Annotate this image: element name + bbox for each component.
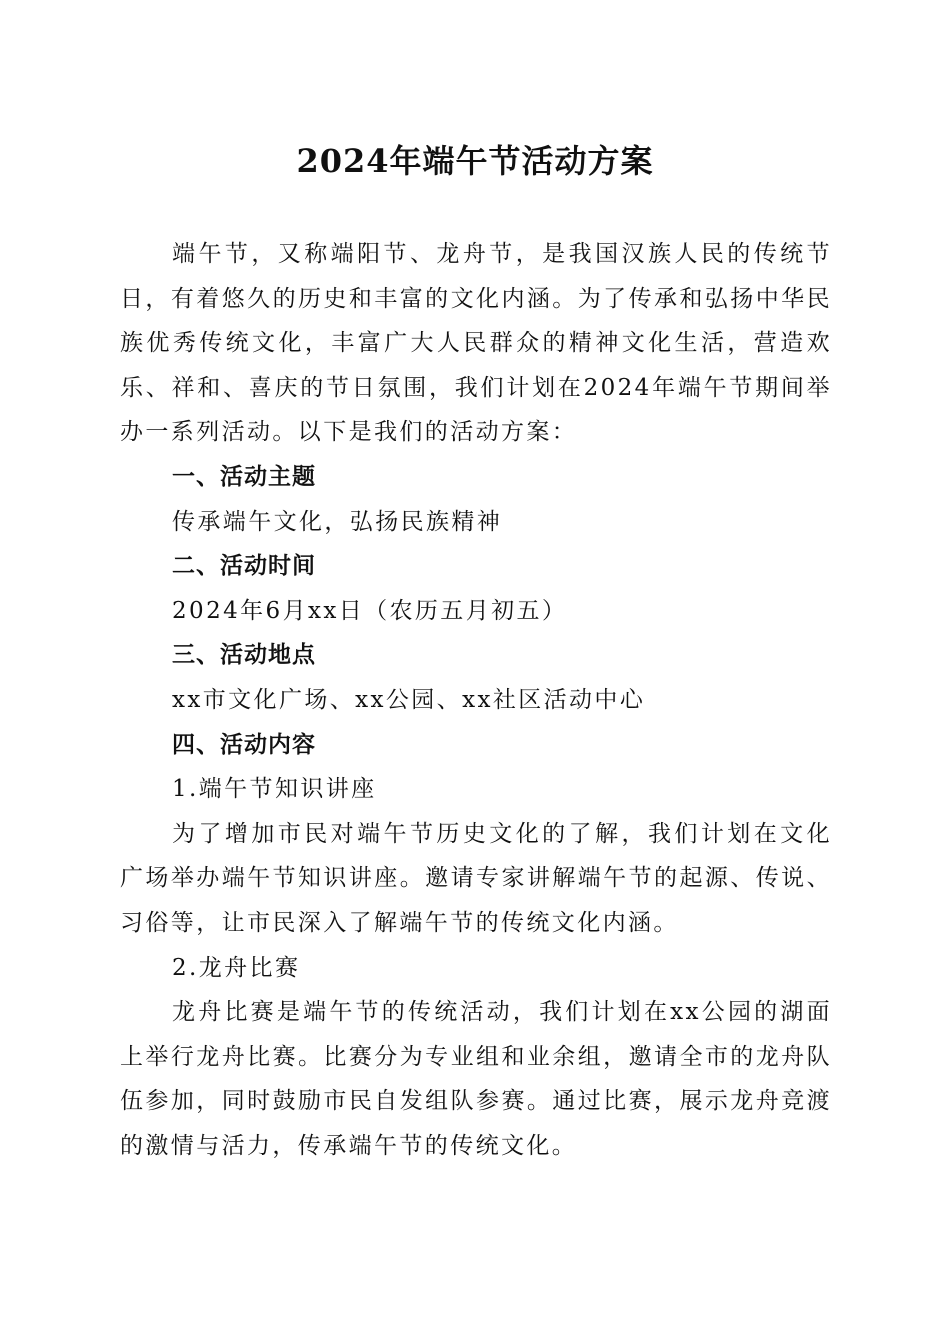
section-text-location: xx市文化广场、xx公园、xx社区活动中心 [172, 686, 646, 713]
section-heading-content: 四、活动内容 [172, 731, 316, 758]
intro-paragraph: 端午节，又称端阳节、龙舟节，是我国汉族人民的传统节日，有着悠久的历史和丰富的文化内涵。为了传承和弘扬中华民族优秀传统文化，丰富广大人民群众的精神文化生活，营造欢乐、祥和、喜庆的节日氛围，我们计划在2024年端午节期间举办一系列活动。以下是我们的活动方案： [120, 241, 832, 446]
content-item-text-lecture: 为了增加市民对端午节历史文化的了解，我们计划在文化广场举办端午节知识讲座。邀请专家讲解端午节的起源、传说、习俗等，让市民深入了解端午节的传统文化内涵。 [120, 820, 832, 936]
content-item-title-lecture: 1.端午节知识讲座 [172, 776, 377, 803]
document-body [120, 232, 832, 1168]
page-title: 2024年端午节活动方案 [296, 142, 654, 180]
content-item-title-dragon-boat: 2.龙舟比赛 [172, 954, 301, 981]
section-heading-location: 三、活动地点 [172, 642, 316, 669]
section-heading-theme: 一、活动主题 [172, 463, 316, 490]
section-text-theme: 传承端午文化，弘扬民族精神 [172, 508, 503, 535]
section-heading-time: 二、活动时间 [172, 553, 316, 580]
content-item-text-dragon-boat: 龙舟比赛是端午节的传统活动，我们计划在xx公园的湖面上举行龙舟比赛。比赛分为专业组和业余组，邀请全市的龙舟队伍参加，同时鼓励市民自发组队参赛。通过比赛，展示龙舟竞渡的激情与活力，传承端午节的传统文化。 [120, 999, 832, 1159]
section-text-time: 2024年6月xx日（农历五月初五） [172, 597, 568, 624]
